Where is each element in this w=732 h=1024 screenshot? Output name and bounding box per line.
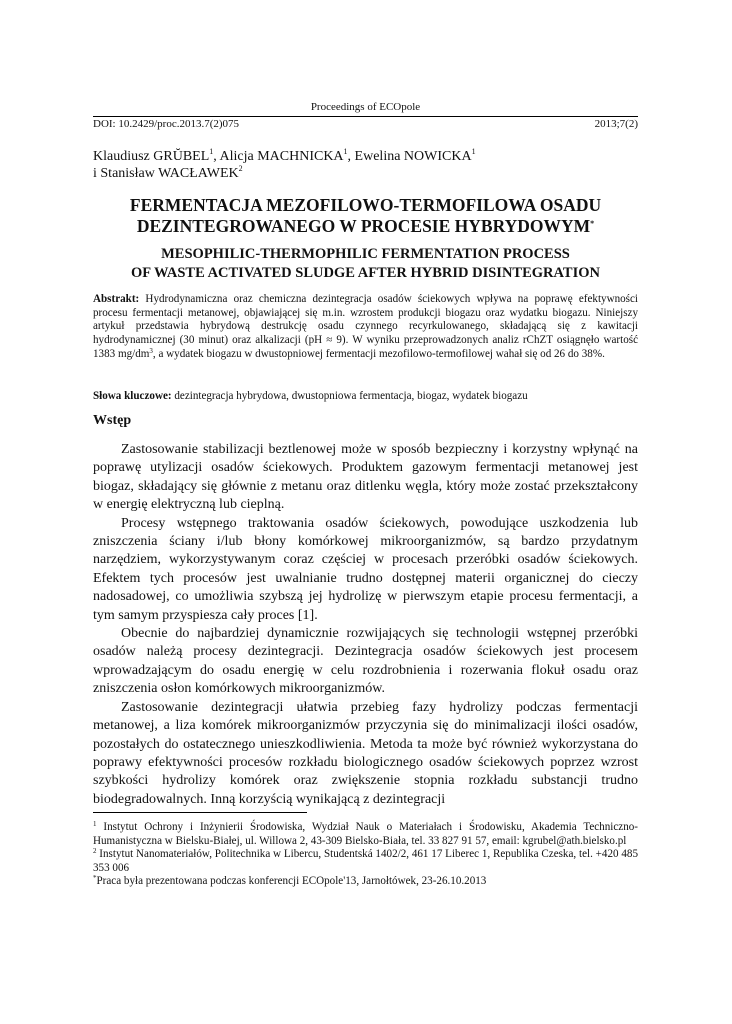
- author-name: i Stanisław WACŁAWEK: [93, 166, 239, 181]
- author-list: [93, 148, 638, 182]
- author-name: Klaudiusz GRŬBEL: [93, 149, 210, 164]
- paragraph: Zastosowanie dezintegracji ułatwia przebieg fazy hydrolizy podczas fermentacji metanowej, a liza komórek mikroorganizmów przyczynia się do minimalizacji ilości osadów, pozostałych do ostatecznego unieszkodliwienia. Metoda ta może być również wykorzystana do poprawy efektywności procesów rozkładu biologicznego osadów ściekowych poprzez wzrost szybkości hydrolizy komórek oraz zwiększenie stopnia rozkładu substancji trudno biodegradowalnych. Inną korzyścią wynikającą z dezintegracji: [93, 699, 638, 807]
- footnote: [93, 875, 638, 889]
- affiliation-marker: 1: [471, 147, 476, 156]
- footnote-divider: [93, 812, 307, 813]
- footnotes: [93, 821, 638, 889]
- footnote-text: Instytut Ochrony i Inżynierii Środowiska, Wydział Nauk o Materiałach i Środowisku, Akademia Techniczno-Humanistyczna w Bielsku-Białej, ul. Willowa 2, 43-309 Bielsko-Biała, tel. 33 827 91 57, email: kgrubel@ath.bielsko.pl: [93, 821, 638, 847]
- section-heading: Wstęp: [93, 413, 132, 428]
- abstract: [93, 293, 638, 362]
- footnote: [93, 821, 638, 848]
- title-line: DEZINTEGROWANEGO W PROCESIE HYBRYDOWYM: [136, 216, 591, 236]
- affiliation-marker: 1: [209, 147, 214, 156]
- keywords-label: Słowa kluczowe:: [93, 390, 172, 402]
- footnote-marker: *: [590, 219, 595, 228]
- title-line: OF WASTE ACTIVATED SLUDGE AFTER HYBRID DISINTEGRATION: [131, 265, 600, 281]
- footnote-marker: *: [93, 874, 97, 883]
- unit-exponent: 3: [149, 346, 153, 355]
- title-line: FERMENTACJA MEZOFILOWO-TERMOFILOWA OSADU: [129, 195, 602, 215]
- doi-text: DOI: 10.2429/proc.2013.7(2)075: [93, 118, 240, 130]
- header-divider: [93, 116, 638, 117]
- footnote-marker: 1: [93, 820, 97, 828]
- footnote-text: Instytut Nanomateriałów, Politechnika w Libercu, Studentská 1402/2, 461 17 Liberec 1, Republika Czeska, tel. +420 485 353 006: [93, 848, 638, 874]
- abstract-text: , a wydatek biogazu w dwustopniowej fermentacji mezofilowo-termofilowej wahał się od 26 do 38%.: [152, 347, 605, 360]
- paragraph: Procesy wstępnego traktowania osadów ściekowych, powodujące uszkodzenia lub zniszczenia ściany i/lub błony komórkowej mikroorganizmów, są bardzo przydatnym narzędziem, wykorzystywanym coraz częściej w procesach przeróbki osadów ściekowych. Efektem tych procesów jest uwalnianie trudno dostępnej materii organicznej do cieczy nadosadowej, co umożliwia szybszą jej hydrolizę w pierwszym etapie procesu fermentacji, a tym samym przyspiesza cały proces [1].: [93, 515, 638, 623]
- footnote-text: Praca była prezentowana podczas konferencji ECOpole'13, Jarnołtówek, 23-26.10.2013: [96, 875, 487, 888]
- journal-name: Proceedings of ECOpole: [310, 101, 421, 113]
- paper-title-polish: [93, 195, 638, 237]
- author-name: , Ewelina NOWICKA: [347, 149, 472, 164]
- abstract-text: Hydrodynamiczna oraz chemiczna dezintegracja osadów ściekowych wpływa na poprawę efektywności procesu fermentacji metanowej, objawiającej się m.in. wzrostem produkcji biogazu oraz wydatku biogazu. Niniejszy artykuł przedstawia hybrydową destrukcję osadu czynnego recyrkulowanego, składającą się z kawitacji hydrodynamicznej (30 minut) oraz alkalizacji (pH ≈ 9). W wyniku przeprowadzonych analiz rChZT osiągnęło wartość 1383 mg/dm: [93, 293, 638, 360]
- affiliation-marker: 2: [238, 164, 243, 173]
- volume-text: 2013;7(2): [594, 118, 638, 130]
- footnote: [93, 848, 638, 875]
- paragraph: Obecnie do najbardziej dynamicznie rozwijających się technologii wstępnej przeróbki osadów należą procesy dezintegracji. Dezintegracja osadów ściekowych jest procesem wprowadzającym do osadu energię w celu rozdrobnienia i rozerwania flokuł osadu oraz zniszczenia osłon komórkowych mikroorganizmów.: [93, 626, 638, 697]
- paper-title-english: [93, 245, 638, 283]
- author-name: , Alicja MACHNICKA: [213, 149, 344, 164]
- abstract-label: Abstrakt:: [93, 293, 140, 305]
- affiliation-marker: 1: [343, 147, 348, 156]
- footnote-marker: 2: [93, 847, 97, 856]
- keywords-text: dezintegracja hybrydowa, dwustopniowa fermentacja, biogaz, wydatek biogazu: [171, 390, 528, 402]
- keywords: [93, 389, 638, 403]
- paragraph: Zastosowanie stabilizacji beztlenowej może w sposób bezpieczny i korzystny wpłynąć na poprawę utylizacji osadów ściekowych. Produktem gazowym fermentacji metanowej jest biogaz, składający się głównie z metanu oraz ditlenku węgla, który może zostać przekształcony w energię elektryczną lub cieplną.: [93, 442, 638, 513]
- body-text: [93, 441, 638, 809]
- title-line: MESOPHILIC-THERMOPHILIC FERMENTATION PROCESS: [161, 246, 570, 262]
